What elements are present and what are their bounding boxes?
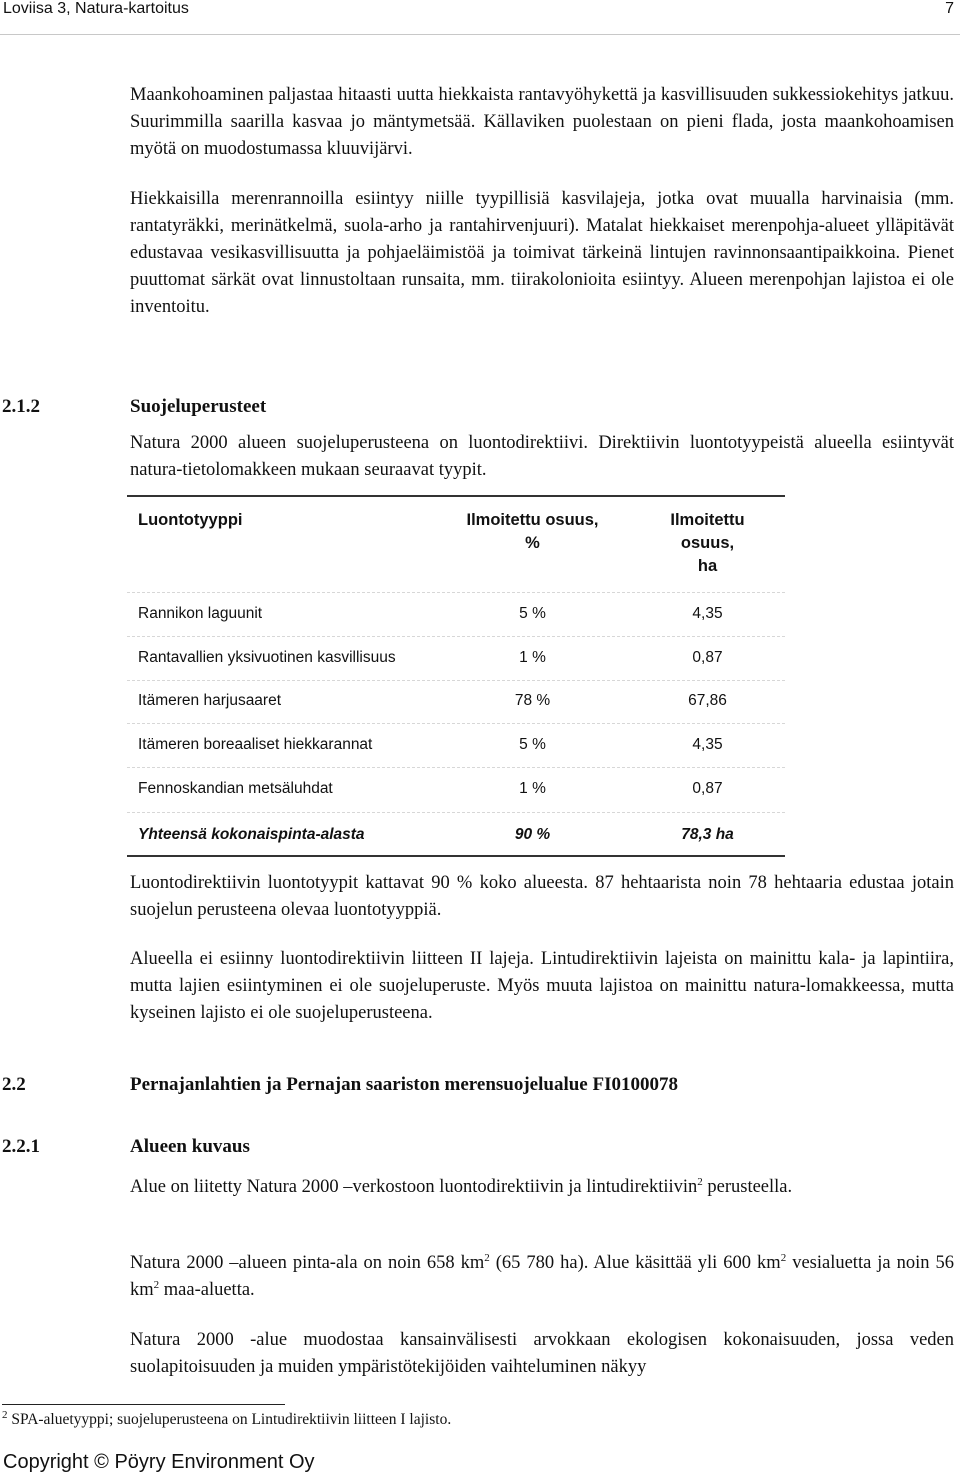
after-table-paragraph-1: Luontodirektiivin luontotyypit kattavat 90 % koko alueesta. 87 hehtaarista noin 78 hehtaaria edustaa jotain suojelun perusteena olevaa luontotyyppiä. [130,873,954,920]
section-number-2-1-2: 2.1.2 [2,396,40,417]
cell-type: Rannikon laguunit [138,605,263,622]
total-label: Yhteensä kokonaispinta-alasta [138,826,365,843]
document-title: Loviisa 3, Natura-kartoitus [3,0,189,17]
row-divider [127,812,785,813]
cell-ha: 4,35 [692,736,723,753]
footnote-reference: 2 [697,1175,703,1188]
section-2-1-2-paragraph: Natura 2000 alueen suojeluperusteena on luontodirektiivi. Direktiivin luontotyypeistä alueella esiintyvät natura-tietolomakkeen mukaan seuraavat tyypit. [130,433,954,480]
cell-pct: 78 % [514,692,551,709]
column-header-ha: Ilmoitettu osuus, ha [670,511,745,575]
cell-pct: 5 % [519,605,546,622]
cell-pct: 5 % [519,736,546,753]
row-divider [127,680,785,681]
footnote-separator [2,1404,285,1405]
total-pct: 90 % [514,826,551,843]
after-table-paragraph-2: Alueella ei esiinny luontodirektiivin liitteen II lajeja. Lintudirektiivin lajeista on mainittu kala- ja lapintiira, mutta lajien esiintyminen ei ole suojeluperuste. Myös muuta lajistoa on mainittu natura-lomakkeessa, mutta kyseinen lajisto ei ole suojeluperusteena. [130,949,954,1023]
cell-ha: 4,35 [692,605,723,622]
section-2-2-1-paragraph-2: Natura 2000 –alueen pinta-ala on noin 658 $km^2$ (65 780 ha). Alue käsittää yli 600 $km^2$ vesialuetta ja noin 56 $km^2$ maa-aluetta. [130,1251,954,1300]
section-2-2-1-paragraph-1: Alue on liitetty Natura 2000 –verkostoon luontodirektiivin ja lintudirektiivin$^2$ perusteella. [130,1175,793,1197]
section-number-2-2-1: 2.2.1 [2,1136,40,1157]
cell-pct: 1 % [519,780,546,797]
table-header-divider [127,592,785,593]
cell-ha: 67,86 [688,692,727,709]
section-heading-suojeluperusteet: Suojeluperusteet [130,396,267,417]
section-2-2-1-paragraph-3: Natura 2000 -alue muodostaa kansainvälisesti arvokkaan ekologisen kokonaisuuden, jossa veden suolapitoisuuden ja muiden ympäristötekijöiden vaihteluminen näkyy [130,1330,954,1377]
row-divider [127,767,785,768]
cell-pct: 1 % [519,649,546,666]
cell-type: Itämeren boreaaliset hiekkarannat [138,736,373,753]
row-divider [127,723,785,724]
table-top-rule [127,495,785,497]
cell-type: Rantavallien yksivuotinen kasvillisuus [138,649,396,666]
section-number-2-2: 2.2 [2,1074,26,1095]
table-bottom-rule [127,855,785,857]
column-header-luontotyyppi: Luontotyyppi [138,511,243,529]
page-header [0,0,960,35]
section-heading-alueen-kuvaus: Alueen kuvaus [130,1136,250,1157]
section-heading-pernajanlahtien: Pernajanlahtien ja Pernajan saariston merensuojelualue FI0100078 [130,1074,678,1095]
copyright-notice: Copyright © Pöyry Environment Oy [3,1451,315,1473]
page-number: 7 [945,0,954,17]
cell-ha: 0,87 [692,649,723,666]
cell-ha: 0,87 [692,780,723,797]
cell-type: Itämeren harjusaaret [138,692,282,709]
cell-type: Fennoskandian metsäluhdat [138,780,333,797]
footnote: $^2$ SPA-aluetyyppi; suojeluperusteena on Lintudirektiivin liitteen I lajisto. [2,1408,452,1428]
intro-paragraph-1: Maankohoaminen paljastaa hitaasti uutta hiekkaista rantavyöhykettä ja kasvillisuuden sukkessiokehitys jatkuu. Suurimmilla saarilla kasvaa jo mäntymetsää. Källaviken puolestaan on pieni flada, josta maankohoamisen myötä on muodostumassa kluuvijärvi. [130,85,954,159]
intro-paragraph-2: Hiekkaisilla merenrannoilla esiintyy niille tyypillisiä kasvilajeja, jotka ovat muualla harvinaisia (mm. rantatyräkki, merinätkelmä, suola-arho ja rantahirvenjuuri). Matalat hiekkaiset merenpohja-alueet ylläpitävät edustavaa vesikasvillisuutta ja pohjaeläimistöä ja toimivat tärkeinä lintujen ravinnonsaantipaikkoina. Pienet puuttomat särkät ovat linnustoltaan runsaita, mm. tiirakolonioita esiintyy. Alueen merenpohjan lajistoa ei ole inventoitu. [130,189,954,317]
row-divider [127,636,785,637]
column-header-pct: Ilmoitettu osuus, % [466,511,599,552]
total-ha: 78,3 ha [681,826,734,843]
